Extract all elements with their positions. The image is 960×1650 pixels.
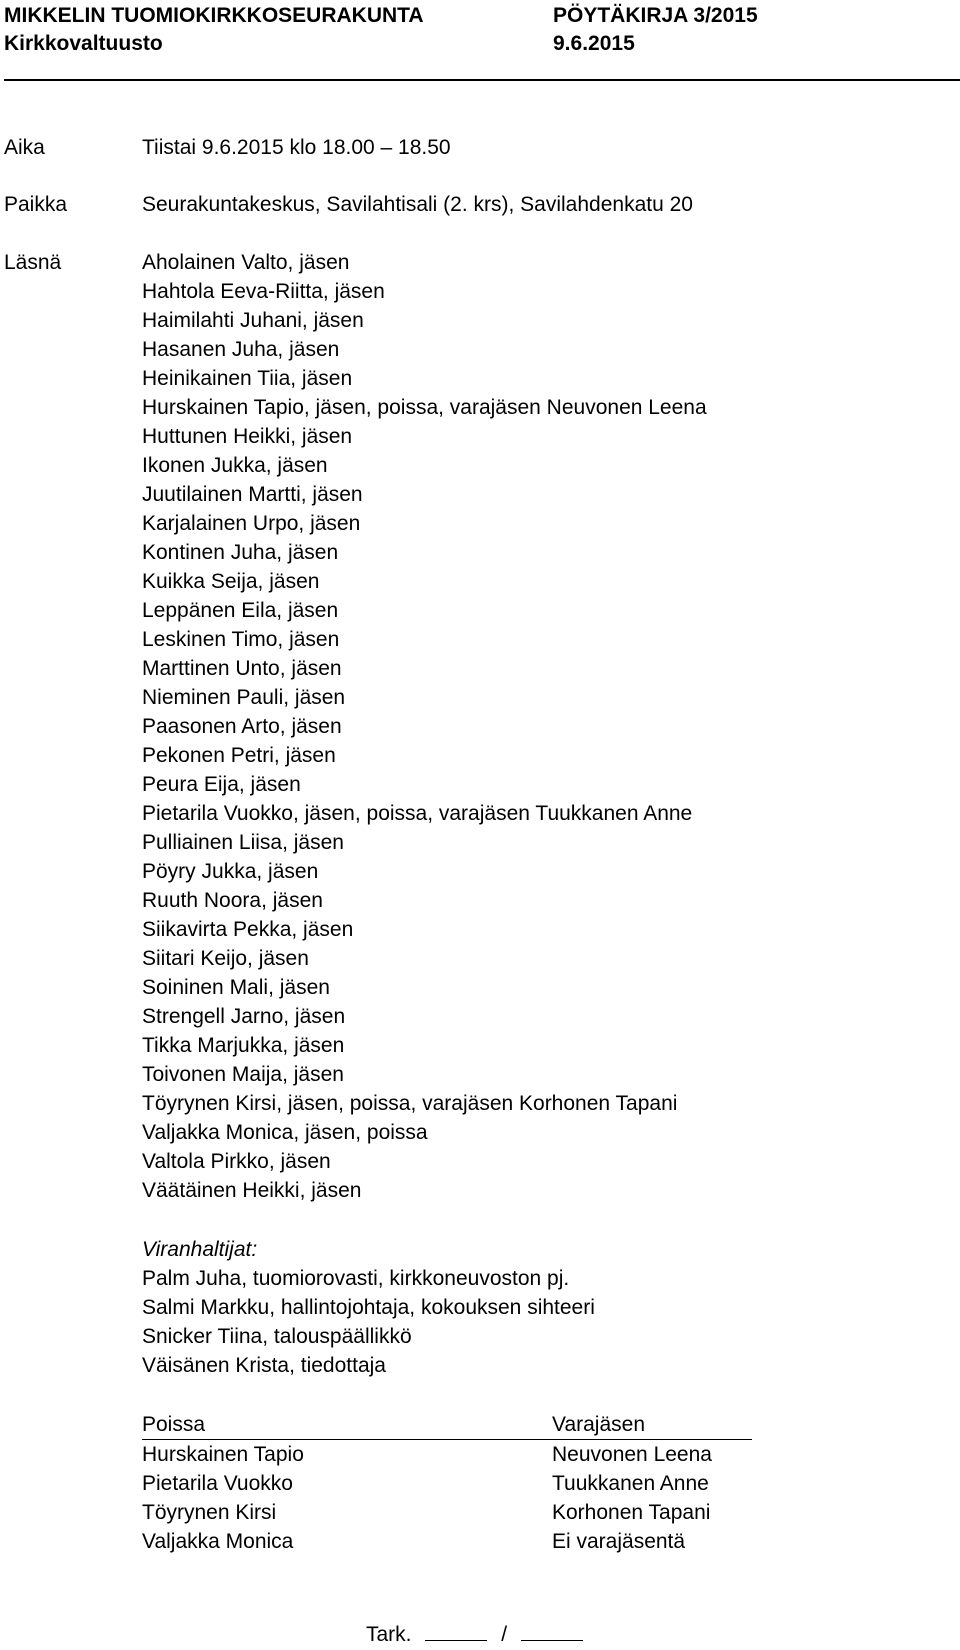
official-item: Palm Juha, tuomiorovasti, kirkkoneuvoston pj. bbox=[142, 1267, 570, 1290]
attendee-item: Väätäinen Heikki, jäsen bbox=[142, 1179, 362, 1202]
attendee-item: Strengell Jarno, jäsen bbox=[142, 1005, 346, 1028]
body-name: Kirkkovaltuusto bbox=[4, 32, 163, 55]
absence-row bbox=[142, 1440, 752, 1469]
attendee-item: Haimilahti Juhani, jäsen bbox=[142, 309, 364, 332]
attendee-item: Hurskainen Tapio, jäsen, poissa, varajäsen Neuvonen Leena bbox=[142, 396, 707, 419]
attendee-item: Toivonen Maija, jäsen bbox=[142, 1063, 344, 1086]
attendee-item: Siitari Keijo, jäsen bbox=[142, 947, 309, 970]
absent-member: Hurskainen Tapio bbox=[142, 1443, 304, 1466]
paikka-label: Paikka bbox=[4, 193, 68, 216]
attendee-item: Kuikka Seija, jäsen bbox=[142, 570, 320, 593]
initials-blank-2[interactable] bbox=[521, 1620, 583, 1641]
aika-value: Tiistai 9.6.2015 klo 18.00 – 18.50 bbox=[142, 136, 451, 159]
attendee-item: Hasanen Juha, jäsen bbox=[142, 338, 340, 361]
tark-line bbox=[366, 1620, 591, 1649]
attendee-item: Ruuth Noora, jäsen bbox=[142, 889, 323, 912]
absence-row bbox=[142, 1498, 752, 1527]
official-item: Salmi Markku, hallintojohtaja, kokouksen sihteeri bbox=[142, 1296, 595, 1319]
attendee-item: Peura Eija, jäsen bbox=[142, 773, 301, 796]
absent-member: Valjakka Monica bbox=[142, 1530, 294, 1553]
attendee-list bbox=[142, 248, 707, 1205]
attendee-item: Soininen Mali, jäsen bbox=[142, 976, 330, 999]
header-divider bbox=[4, 79, 960, 81]
substitute-member: Ei varajäsentä bbox=[552, 1530, 686, 1553]
absent-column-header: Poissa bbox=[142, 1413, 206, 1436]
initials-blank-1[interactable] bbox=[425, 1620, 487, 1641]
attendee-item: Huttunen Heikki, jäsen bbox=[142, 425, 353, 448]
attendee-item: Pietarila Vuokko, jäsen, poissa, varajäsen Tuukkanen Anne bbox=[142, 802, 693, 825]
substitute-member: Neuvonen Leena bbox=[552, 1443, 712, 1466]
attendee-item: Karjalainen Urpo, jäsen bbox=[142, 512, 361, 535]
official-item: Snicker Tiina, talouspäällikkö bbox=[142, 1325, 412, 1348]
official-item: Väisänen Krista, tiedottaja bbox=[142, 1354, 386, 1377]
lasna-label: Läsnä bbox=[4, 251, 62, 274]
attendee-item: Siikavirta Pekka, jäsen bbox=[142, 918, 354, 941]
absent-member: Töyrynen Kirsi bbox=[142, 1501, 277, 1524]
tark-label: Tark. bbox=[366, 1623, 412, 1646]
absences-rows bbox=[142, 1440, 752, 1556]
attendee-item: Leppänen Eila, jäsen bbox=[142, 599, 339, 622]
attendee-item: Aholainen Valto, jäsen bbox=[142, 251, 350, 274]
substitute-member: Korhonen Tapani bbox=[552, 1501, 711, 1524]
substitute-column-header: Varajäsen bbox=[552, 1413, 646, 1436]
tark-separator: / bbox=[501, 1623, 508, 1646]
attendee-item: Marttinen Unto, jäsen bbox=[142, 657, 342, 680]
paikka-value: Seurakuntakeskus, Savilahtisali (2. krs), Savilahdenkatu 20 bbox=[142, 193, 693, 216]
attendee-item: Valjakka Monica, jäsen, poissa bbox=[142, 1121, 428, 1144]
absent-member: Pietarila Vuokko bbox=[142, 1472, 293, 1495]
attendee-item: Pekonen Petri, jäsen bbox=[142, 744, 336, 767]
officials-list bbox=[142, 1264, 595, 1380]
attendee-item: Tikka Marjukka, jäsen bbox=[142, 1034, 345, 1057]
doc-title: PÖYTÄKIRJA 3/2015 bbox=[553, 4, 758, 27]
absences-table bbox=[142, 1410, 752, 1556]
org-name: MIKKELIN TUOMIOKIRKKOSEURAKUNTA bbox=[4, 4, 424, 27]
attendee-item: Leskinen Timo, jäsen bbox=[142, 628, 340, 651]
attendee-item: Heinikainen Tiia, jäsen bbox=[142, 367, 353, 390]
absences-header bbox=[142, 1410, 752, 1440]
attendee-item: Valtola Pirkko, jäsen bbox=[142, 1150, 331, 1173]
attendee-item: Pulliainen Liisa, jäsen bbox=[142, 831, 344, 854]
aika-label: Aika bbox=[4, 136, 45, 159]
attendee-item: Paasonen Arto, jäsen bbox=[142, 715, 342, 738]
attendee-item: Töyrynen Kirsi, jäsen, poissa, varajäsen Korhonen Tapani bbox=[142, 1092, 678, 1115]
absence-row bbox=[142, 1469, 752, 1498]
attendee-item: Pöyry Jukka, jäsen bbox=[142, 860, 319, 883]
absence-row bbox=[142, 1527, 752, 1556]
officials-title: Viranhaltijat: bbox=[142, 1238, 258, 1261]
attendee-item: Nieminen Pauli, jäsen bbox=[142, 686, 346, 709]
attendee-item: Kontinen Juha, jäsen bbox=[142, 541, 339, 564]
attendee-item: Ikonen Jukka, jäsen bbox=[142, 454, 328, 477]
substitute-member: Tuukkanen Anne bbox=[552, 1472, 709, 1495]
doc-date: 9.6.2015 bbox=[553, 32, 635, 55]
attendee-item: Juutilainen Martti, jäsen bbox=[142, 483, 363, 506]
attendee-item: Hahtola Eeva-Riitta, jäsen bbox=[142, 280, 385, 303]
